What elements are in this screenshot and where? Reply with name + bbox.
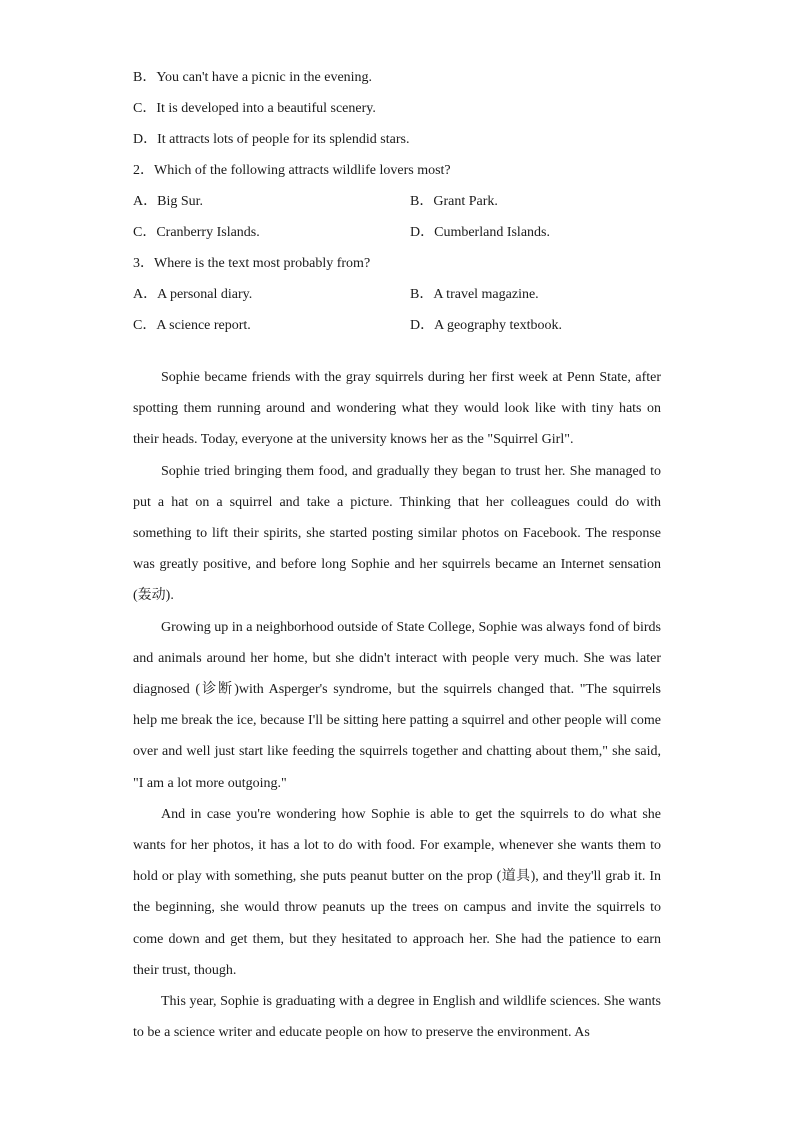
passage-paragraph-3: Growing up in a neighborhood outside of State College, Sophie was always fond of birds and animals around her home, but she didn't interact with people very much. She was later diagnosed (诊断)with Asperger's syndrome, but the squirrels changed that. "The squirrels help me break the ice, because I'll be sitting here patting a squirrel and other people will come over and well just start like feeding the squirrels together and chatting about them," she said, "I am a lot more outgoing." <box>133 619 661 791</box>
q2-options-row-2 <box>133 217 661 248</box>
q2-option-c: C．Cranberry Islands. <box>133 225 260 240</box>
reading-passage <box>133 362 661 1048</box>
q2-option-b: B．Grant Park. <box>410 194 498 209</box>
q2-options-row-1 <box>133 186 661 217</box>
q2-option-a: A．Big Sur. <box>133 194 204 209</box>
passage-paragraph-2: Sophie tried bringing them food, and gradually they began to trust her. She managed to put a hat on a squirrel and take a picture. Thinking that her colleagues could do with something to lift their spirits, she started posting similar photos on Facebook. The response was greatly positive, and before long Sophie and her squirrels became an Internet sensation (轰动). <box>133 463 661 604</box>
document-page <box>133 62 661 1048</box>
q1-option-d: D．It attracts lots of people for its splendid stars. <box>133 132 410 147</box>
q3-options-row-2 <box>133 310 661 341</box>
passage-paragraph-1: Sophie became friends with the gray squirrels during her first week at Penn State, after spotting them running around and wondering what they would look like with tiny hats on their heads. Today, everyone at the university knows her as the "Squirrel Girl". <box>133 370 661 448</box>
q2-option-d: D．Cumberland Islands. <box>410 225 550 240</box>
q3-stem: 3．Where is the text most probably from? <box>133 256 371 271</box>
q2-stem: 2．Which of the following attracts wildlife lovers most? <box>133 163 451 178</box>
passage-paragraph-5: This year, Sophie is graduating with a degree in English and wildlife sciences. She wants to be a science writer and educate people on how to preserve the environment. As <box>133 994 661 1041</box>
q1-option-b: B．You can't have a picnic in the evening. <box>133 70 373 85</box>
q3-option-c: C．A science report. <box>133 318 251 333</box>
q3-option-a: A．A personal diary. <box>133 287 253 302</box>
q3-options-row-1 <box>133 279 661 310</box>
q3-option-d: D．A geography textbook. <box>410 318 563 333</box>
q1-option-c: C．It is developed into a beautiful scenery. <box>133 101 376 116</box>
q3-option-b: B．A travel magazine. <box>410 287 539 302</box>
passage-paragraph-4: And in case you're wondering how Sophie is able to get the squirrels to do what she wants for her photos, it has a lot to do with food. For example, whenever she wants them to hold or play with something, she puts peanut butter on the prop (道具), and they'll grab it. In the beginning, she would throw peanuts up the trees on campus and invite the squirrels to come down and get them, but they hesitated to approach her. She had the patience to earn their trust, though. <box>133 806 661 978</box>
